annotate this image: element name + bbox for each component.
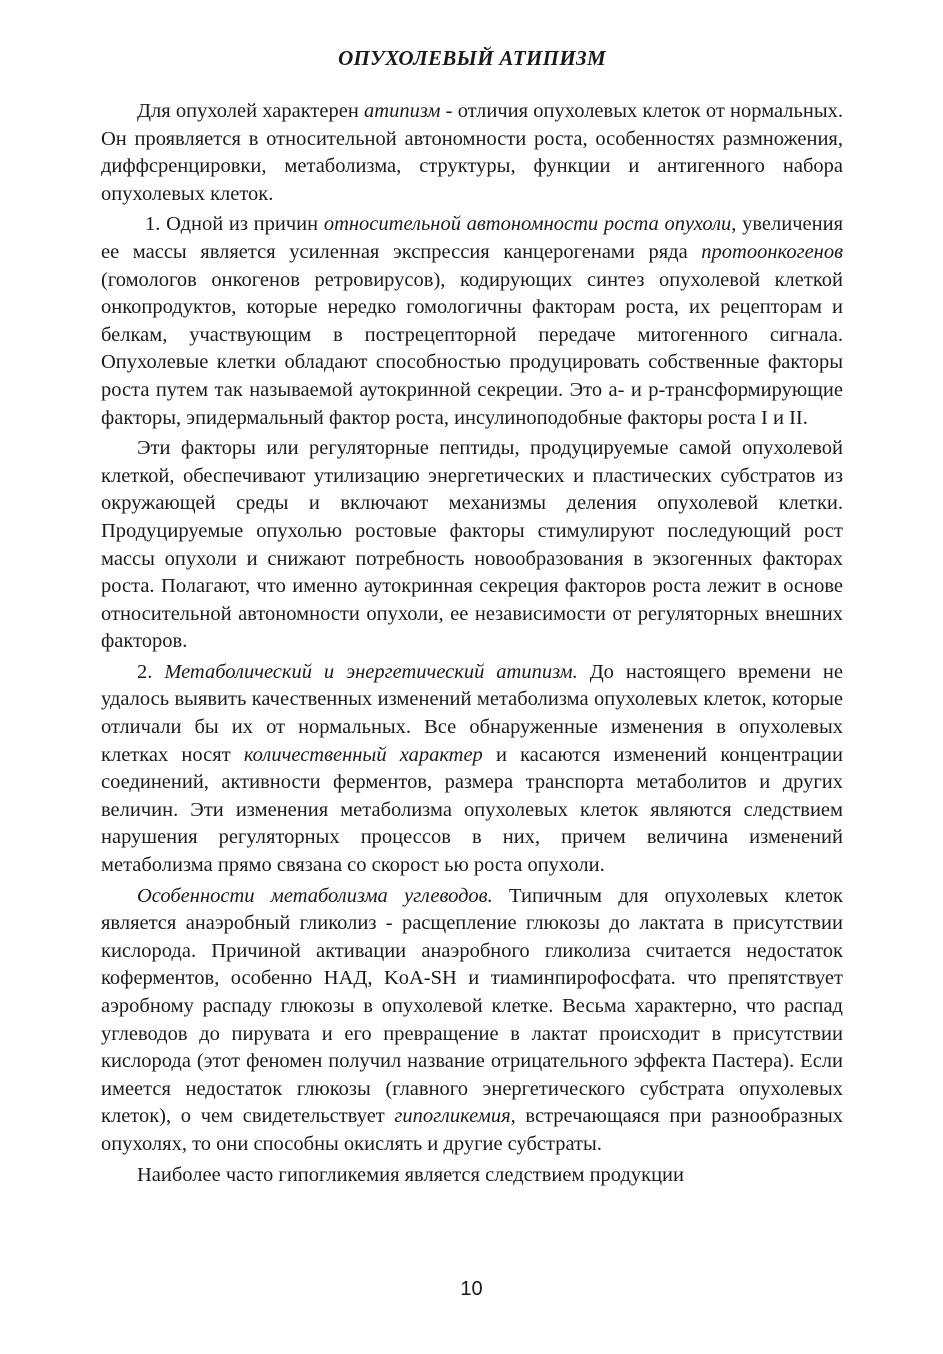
italic-term: Особенности метаболизма углеводов. (137, 884, 493, 907)
italic-term: атипизм (364, 100, 441, 122)
text-run: встречающаяся при разнообразных опухолях, то они способны окислять и другие субстраты. (101, 1105, 843, 1155)
text-run: Для опухолей характерен (137, 100, 365, 122)
text-run: До настоящего времени не удалось выявить качественных изменений метаболизма опухолевых клеток, которые отличали бы их от нормальных. Все обнаруженные изменения в опухолевых клетках носят (101, 660, 843, 766)
text-run: - отличия опухолевых клеток от нормальных. Он проявляется в относительной автономности роста, особенностях размножения, диффсренцировки, метаболизма, структуры, функции и антигенного набора опухолевых клеток. (101, 100, 843, 205)
page-number: 10 (460, 1278, 483, 1300)
page-title: ОПУХОЛЕВЫЙ АТИПИЗМ (338, 46, 606, 70)
text-run: Эти факторы или регуляторные пептиды, продуцируемые самой опухолевой клеткой, обеспечивают утилизацию энергетических и пластических субстратов из окружающей среды и включают механизмы деления опухолевой клетки. Продуцируемые опухолью ростовые факторы стимулируют последующий рост массы опухоли и снижают потребность новообразования в экзогенных факторах роста. Полагают, что именно аутокринная секреция факторов роста лежит в основе относительной автономности опухоли, ее независимости от регуляторных внешних факторов. (101, 437, 843, 653)
text-run: и касаются изменений концентрации соединений, активности ферментов, размера транспорта метаболитов и других величин. Эти изменения метаболизма опухолевых клеток являются следствием нарушения регуляторных процессов в них, причем величина изменений метаболизма прямо связана со скорост ью роста опухоли. (101, 743, 843, 877)
page-content (101, 44, 843, 1192)
paragraph-metabolic-atypism (101, 659, 843, 880)
text-run: Типичным для опухолевых клеток является анаэробный гликолиз - расщепление глюкозы до лактата в присутствии кислорода. Причиной активации анаэробного гликолиза считается недостаток коферментов, особенно НАД, KoA-SH и тиаминпирофосфата. что препятствует аэробному распаду глюкозы в опухолевой клетке. Весьма характерно, что распад углеводов до пирувата и его превращение в лактат происходит в присутствии кислорода (этот феномен получил название отрицательного эффекта Пастера). Если имеется недостаток глюкозы (главного энергетического субстрата опухолевых клеток), о чем свидетельствует (101, 884, 844, 1128)
italic-term: относительной автономности роста опухоли (323, 213, 732, 236)
italic-term: Метаболический и энергетический атипизм. (164, 660, 578, 683)
paragraph-hypoglycemia (101, 1162, 843, 1190)
text-run: Наиболее часто гипогликемия является следствием продукции (137, 1163, 685, 1186)
text-run: , увеличения ее массы является усиленная экспрессия канцерогенами ряда (101, 213, 844, 263)
paragraph-growth-autonomy (101, 211, 843, 432)
paragraph-carbohydrate-metabolism (101, 883, 843, 1159)
paragraph-growth-factors (101, 435, 843, 656)
text-run: 2. (137, 660, 165, 683)
text-run: (гомологов онкогенов ретровирусов), кодирующих синтез опухолевой клеткой онкопродуктов, которые нередко гомологичны факторам роста, их рецепторам и белкам, участвующим в пострецепторной передаче митогенного сигнала. Опухолевые клетки обладают способностью продуцировать собственные факторы роста путем так называемой аутокринной секреции. Это a- и p-трансформирующие факторы, эпидермальный фактор роста, инсулиноподобные факторы роста I и II. (101, 268, 843, 429)
italic-term: количественный характер (243, 743, 483, 766)
paragraph-intro (101, 98, 843, 208)
italic-term: протоонкогенов (701, 240, 843, 263)
italic-term: гипогликемия, (394, 1105, 516, 1128)
text-run: 1. Одной из причин (145, 213, 324, 236)
